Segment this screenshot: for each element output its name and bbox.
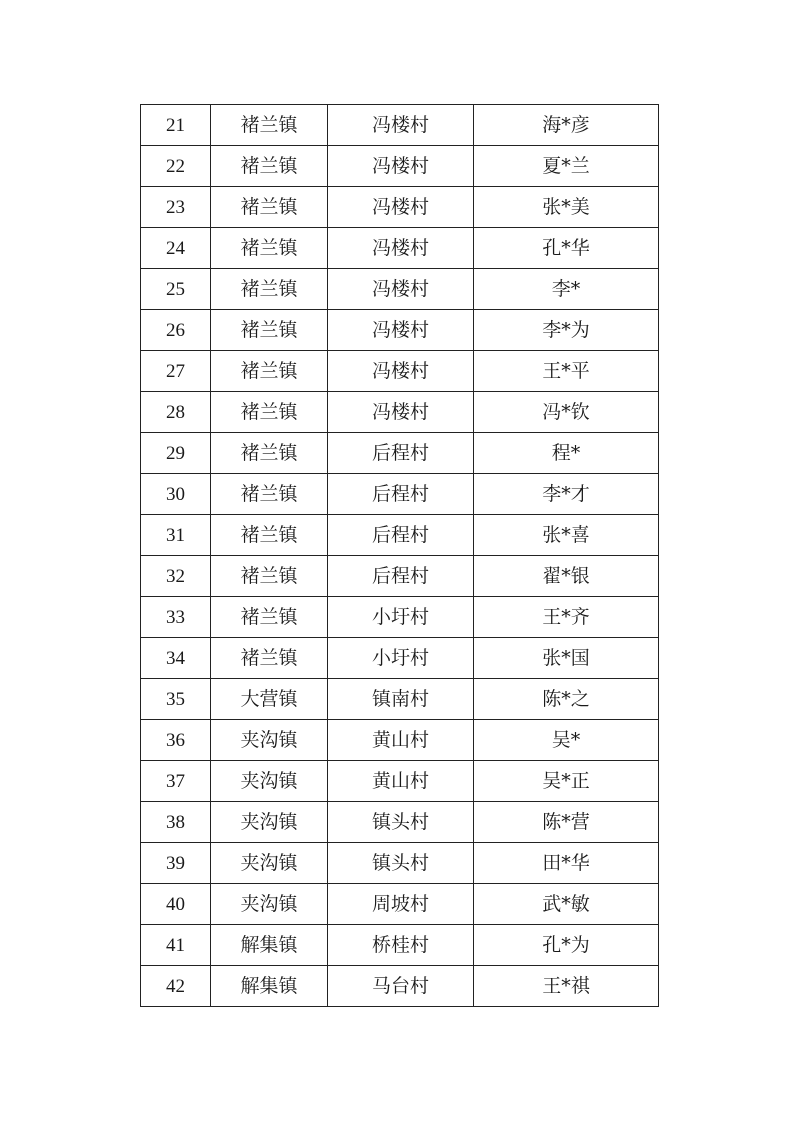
village-cell: 小圩村: [328, 597, 474, 638]
table-row: [141, 187, 659, 228]
village-cell: 后程村: [328, 556, 474, 597]
town-cell: 褚兰镇: [211, 269, 328, 310]
town-cell: 褚兰镇: [211, 597, 328, 638]
person-name-cell: 吴*正: [474, 761, 659, 802]
person-name-cell: 陈*之: [474, 679, 659, 720]
village-cell: 冯楼村: [328, 187, 474, 228]
village-cell: 冯楼村: [328, 351, 474, 392]
row-number-cell: 33: [141, 597, 211, 638]
row-number-cell: 38: [141, 802, 211, 843]
row-number-cell: 24: [141, 228, 211, 269]
person-name-cell: 李*为: [474, 310, 659, 351]
row-number-cell: 29: [141, 433, 211, 474]
village-cell: 镇头村: [328, 843, 474, 884]
town-cell: 褚兰镇: [211, 392, 328, 433]
person-name-cell: 海*彦: [474, 105, 659, 146]
person-name-cell: 王*齐: [474, 597, 659, 638]
table-row: [141, 269, 659, 310]
table-row: [141, 843, 659, 884]
row-number-cell: 23: [141, 187, 211, 228]
village-cell: 后程村: [328, 515, 474, 556]
roster-table: [140, 104, 659, 1007]
row-number-cell: 30: [141, 474, 211, 515]
village-cell: 镇南村: [328, 679, 474, 720]
village-cell: 镇头村: [328, 802, 474, 843]
town-cell: 褚兰镇: [211, 228, 328, 269]
person-name-cell: 张*喜: [474, 515, 659, 556]
town-cell: 褚兰镇: [211, 638, 328, 679]
village-cell: 周坡村: [328, 884, 474, 925]
village-cell: 冯楼村: [328, 228, 474, 269]
table-row: [141, 884, 659, 925]
row-number-cell: 26: [141, 310, 211, 351]
town-cell: 大营镇: [211, 679, 328, 720]
town-cell: 褚兰镇: [211, 556, 328, 597]
person-name-cell: 王*平: [474, 351, 659, 392]
table-row: [141, 966, 659, 1007]
person-name-cell: 王*祺: [474, 966, 659, 1007]
village-cell: 冯楼村: [328, 269, 474, 310]
person-name-cell: 田*华: [474, 843, 659, 884]
person-name-cell: 翟*银: [474, 556, 659, 597]
town-cell: 褚兰镇: [211, 515, 328, 556]
row-number-cell: 41: [141, 925, 211, 966]
person-name-cell: 张*国: [474, 638, 659, 679]
row-number-cell: 42: [141, 966, 211, 1007]
town-cell: 褚兰镇: [211, 105, 328, 146]
table-row: [141, 392, 659, 433]
table-row: [141, 310, 659, 351]
person-name-cell: 吴*: [474, 720, 659, 761]
village-cell: 小圩村: [328, 638, 474, 679]
town-cell: 解集镇: [211, 966, 328, 1007]
person-name-cell: 冯*钦: [474, 392, 659, 433]
village-cell: 黄山村: [328, 761, 474, 802]
table-row: [141, 761, 659, 802]
row-number-cell: 32: [141, 556, 211, 597]
person-name-cell: 武*敏: [474, 884, 659, 925]
village-cell: 黄山村: [328, 720, 474, 761]
table-row: [141, 556, 659, 597]
town-cell: 夹沟镇: [211, 720, 328, 761]
row-number-cell: 28: [141, 392, 211, 433]
row-number-cell: 21: [141, 105, 211, 146]
table-row: [141, 720, 659, 761]
person-name-cell: 夏*兰: [474, 146, 659, 187]
village-cell: 桥桂村: [328, 925, 474, 966]
table-row: [141, 515, 659, 556]
village-cell: 马台村: [328, 966, 474, 1007]
row-number-cell: 25: [141, 269, 211, 310]
table-row: [141, 925, 659, 966]
table-row: [141, 351, 659, 392]
row-number-cell: 31: [141, 515, 211, 556]
town-cell: 褚兰镇: [211, 310, 328, 351]
table-row: [141, 679, 659, 720]
table-row: [141, 474, 659, 515]
person-name-cell: 李*才: [474, 474, 659, 515]
table-row: [141, 638, 659, 679]
village-cell: 冯楼村: [328, 105, 474, 146]
table-row: [141, 146, 659, 187]
town-cell: 夹沟镇: [211, 802, 328, 843]
village-cell: 冯楼村: [328, 310, 474, 351]
person-name-cell: 张*美: [474, 187, 659, 228]
table-row: [141, 228, 659, 269]
row-number-cell: 37: [141, 761, 211, 802]
town-cell: 褚兰镇: [211, 474, 328, 515]
row-number-cell: 36: [141, 720, 211, 761]
row-number-cell: 40: [141, 884, 211, 925]
village-cell: 冯楼村: [328, 392, 474, 433]
town-cell: 褚兰镇: [211, 146, 328, 187]
row-number-cell: 22: [141, 146, 211, 187]
town-cell: 夹沟镇: [211, 761, 328, 802]
person-name-cell: 孔*华: [474, 228, 659, 269]
roster-table-body: [141, 105, 659, 1007]
town-cell: 褚兰镇: [211, 351, 328, 392]
row-number-cell: 39: [141, 843, 211, 884]
person-name-cell: 孔*为: [474, 925, 659, 966]
town-cell: 褚兰镇: [211, 433, 328, 474]
village-cell: 后程村: [328, 474, 474, 515]
table-row: [141, 802, 659, 843]
town-cell: 夹沟镇: [211, 843, 328, 884]
table-row: [141, 105, 659, 146]
row-number-cell: 27: [141, 351, 211, 392]
town-cell: 解集镇: [211, 925, 328, 966]
row-number-cell: 35: [141, 679, 211, 720]
row-number-cell: 34: [141, 638, 211, 679]
village-cell: 冯楼村: [328, 146, 474, 187]
town-cell: 褚兰镇: [211, 187, 328, 228]
person-name-cell: 李*: [474, 269, 659, 310]
person-name-cell: 程*: [474, 433, 659, 474]
town-cell: 夹沟镇: [211, 884, 328, 925]
table-row: [141, 433, 659, 474]
table-row: [141, 597, 659, 638]
person-name-cell: 陈*营: [474, 802, 659, 843]
village-cell: 后程村: [328, 433, 474, 474]
